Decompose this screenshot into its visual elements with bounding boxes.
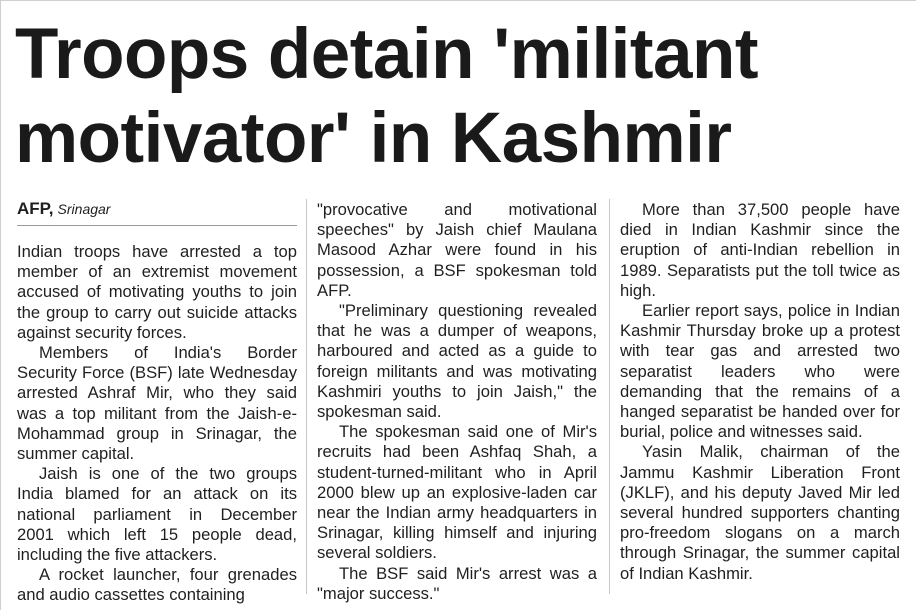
byline-place: Srinagar	[57, 201, 111, 217]
article-column-2	[317, 200, 597, 604]
headline-line-2: motivator' in Kashmir	[15, 99, 732, 178]
byline-agency: AFP,	[17, 199, 54, 218]
paragraph-1: Indian troops have arrested a top member of an extremist movement accused of motivating youths to join the group to carry out suicide attacks against security forces.	[17, 242, 297, 342]
column-rule-1	[306, 199, 307, 594]
column-rule-2	[609, 199, 610, 594]
paragraph-9: Earlier report says, police in Indian Kashmir Thursday broke up a protest with tear gas and arrested two separatist leaders who were demanding that the remains of a hanged separatist be handed over for burial, police and witnesses said.	[620, 301, 900, 442]
article-column-1	[17, 199, 297, 606]
paragraph-3: Jaish is one of the two groups India blamed for an attack on its national parliament in December 2001 which left 15 people dead, including the five attackers.	[17, 464, 297, 565]
paragraph-5: "Preliminary questioning revealed that he was a dumper of weapons, harboured and acted as a guide to foreign militants and was motivating Kashmiri youths to join Jaish," the spokesman said.	[317, 301, 597, 422]
paragraph-8: More than 37,500 people have died in Indian Kashmir since the eruption of anti-Indian rebellion in 1989. Separatists put the toll twice as high.	[620, 200, 900, 300]
paragraph-4-start: A rocket launcher, four grenades and audio cassettes containing	[17, 565, 297, 605]
paragraph-6: The spokesman said one of Mir's recruits had been Ashfaq Shah, a student-turned-militant who in April 2000 blew up an explosive-laden car near the Indian army headquarters in Srinagar, killing himself and injuring several soldiers.	[317, 422, 597, 563]
headline	[15, 13, 905, 181]
headline-line-1: Troops detain 'militant	[15, 15, 759, 94]
paragraph-2: Members of India's Border Security Force (BSF) late Wednesday arrested Ashraf Mir, who they said was a top militant from the Jaish-e-Mohammad group in Srinagar, the summer capital.	[17, 343, 297, 464]
paragraph-7: The BSF said Mir's arrest was a "major success."	[317, 563, 597, 603]
article-column-3	[620, 200, 900, 584]
byline	[17, 199, 297, 226]
paragraph-4-end: "provocative and motivational speeches" by Jaish chief Maulana Masood Azhar were found in his possession, a BSF spokesman told AFP.	[317, 200, 597, 300]
paragraph-10: Yasin Malik, chairman of the Jammu Kashmir Liberation Front (JKLF), and his deputy Javed Mir led several hundred supporters chanting pro-freedom slogans on a march through Srinagar, the summer capital of Indian Kashmir.	[620, 442, 900, 583]
